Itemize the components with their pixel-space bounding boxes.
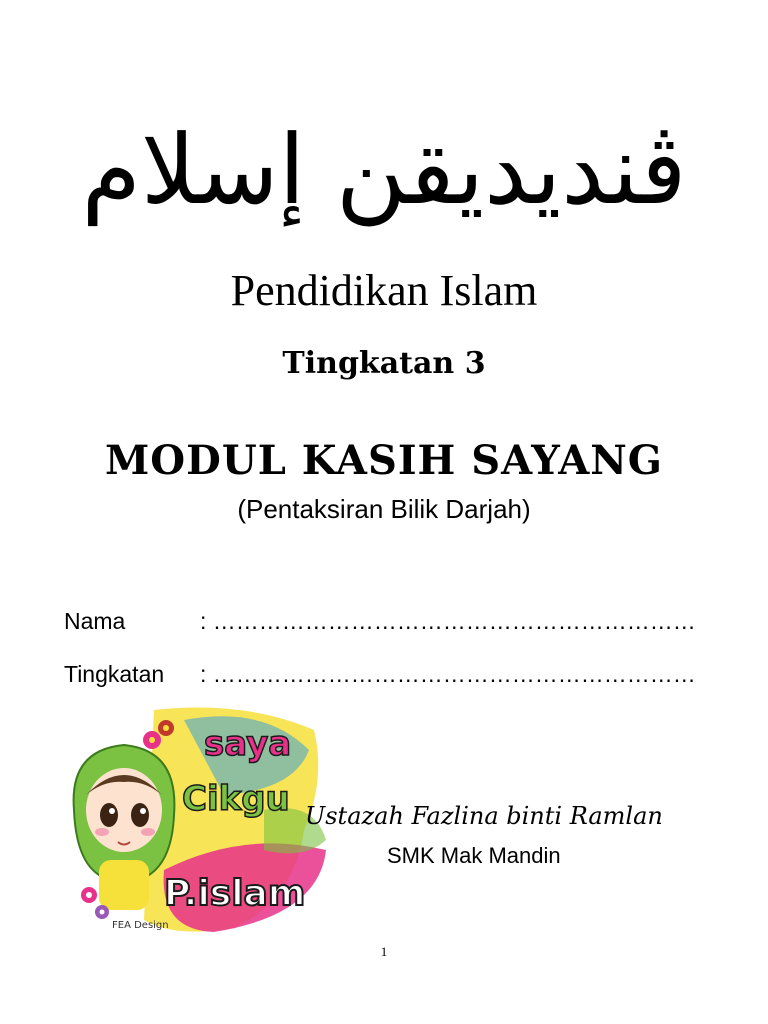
- class-field[interactable]: [64, 657, 704, 691]
- name-blank[interactable]: : ………………………………………………………: [200, 608, 696, 634]
- subject-title: Pendidikan Islam: [230, 266, 538, 315]
- badge-pislam-text: P.islam: [164, 873, 306, 914]
- name-label: Nama: [64, 608, 126, 634]
- badge-watermark: FEA Design: [112, 920, 169, 931]
- badge-cikgu-text: Cikgu: [182, 779, 290, 819]
- badge-saya-text: saya: [204, 724, 292, 764]
- teacher-name: Ustazah Fazlina binti Ramlan: [305, 802, 663, 830]
- badge-illustration: [64, 700, 326, 938]
- cikgu-pislam-badge: [64, 700, 326, 938]
- name-field[interactable]: [64, 604, 704, 638]
- class-label: Tingkatan: [64, 661, 165, 687]
- page-number: 1: [380, 944, 388, 959]
- class-blank[interactable]: : ………………………………………………………: [200, 661, 696, 687]
- module-title: MODUL KASIH SAYANG: [105, 437, 663, 484]
- level-heading: Tingkatan 3: [282, 346, 486, 381]
- school-name: SMK Mak Mandin: [387, 843, 561, 868]
- module-subtitle: (Pentaksiran Bilik Darjah): [237, 494, 531, 524]
- arabic-title: ڤنديديقن إسلام: [81, 114, 687, 226]
